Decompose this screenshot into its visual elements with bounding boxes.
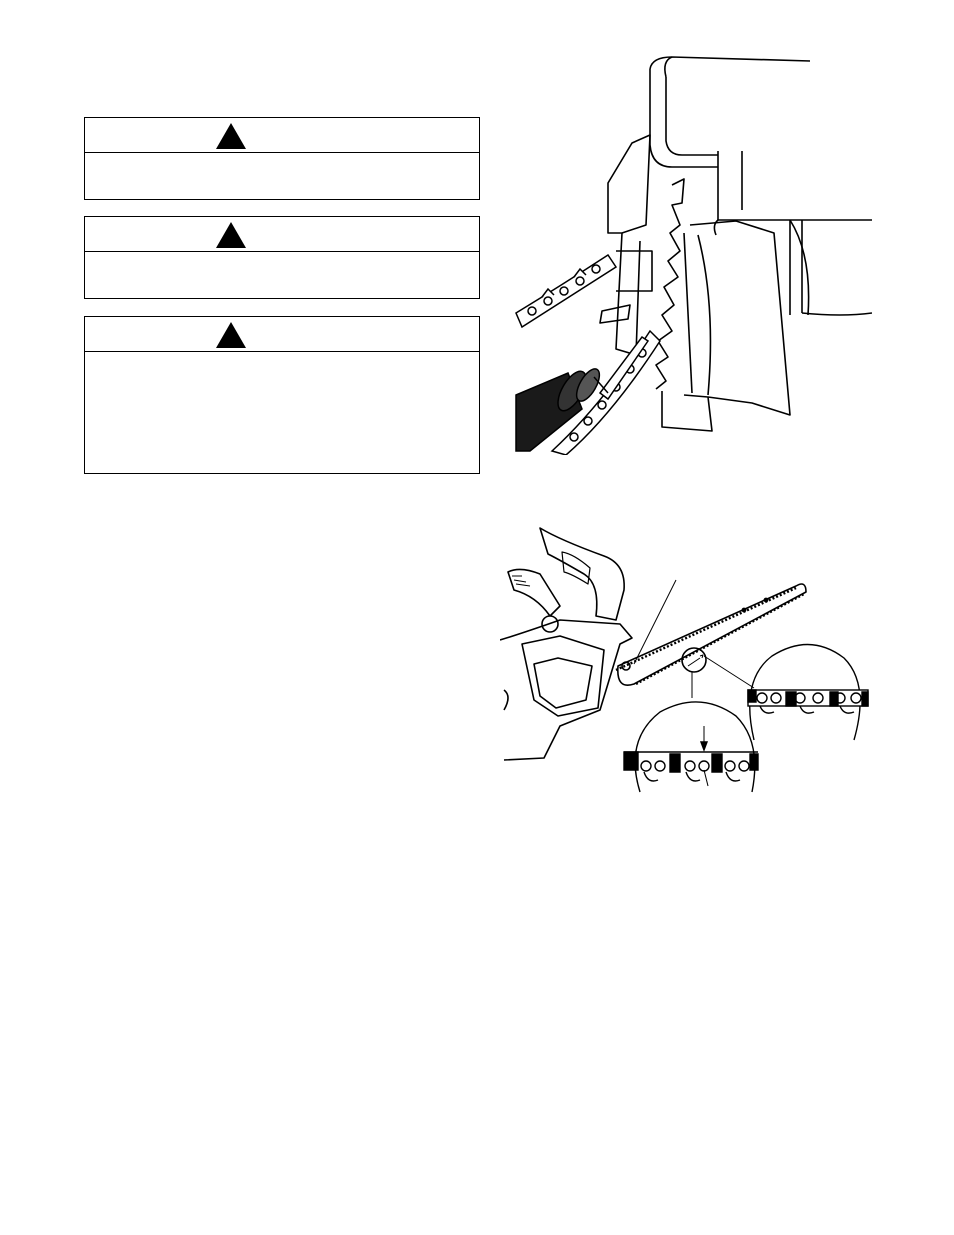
warning-header (85, 317, 479, 352)
chainsaw-figure (500, 520, 880, 800)
warning-triangle-icon (215, 221, 247, 249)
warning-box-3 (84, 316, 480, 474)
sprocket-figure (512, 55, 872, 455)
warning-box-1 (84, 117, 480, 200)
warning-triangle-icon (215, 122, 247, 150)
warning-header (85, 217, 479, 252)
warning-header (85, 118, 479, 153)
warning-box-2 (84, 216, 480, 299)
warning-triangle-icon (215, 321, 247, 349)
